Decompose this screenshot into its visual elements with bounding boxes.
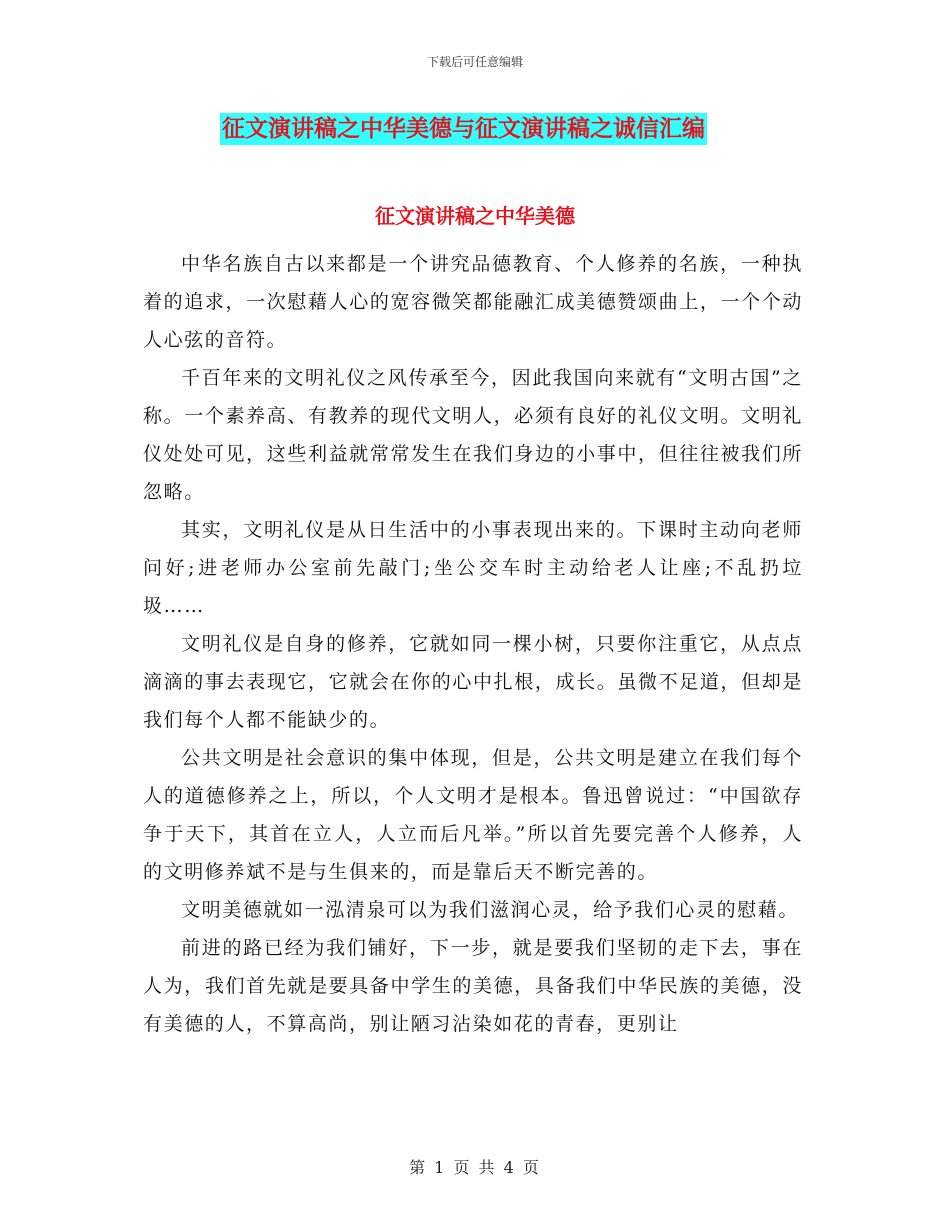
header-note: 下载后可任意编辑 [426,55,523,69]
paragraph: 前进的路已经为我们铺好，下一步，就是要我们坚韧的走下去，事在人为，我们首先就是要具备中学生的美德，具备我们中华民族的美德，没有美德的人，不算高尚，别让陋习沾染如花的青春，更别让 [143,937,803,1035]
paragraph: 公共文明是社会意识的集中体现，但是，公共文明是建立在我们每个人的道德修养之上，所以，个人文明才是根本。鲁迅曾说过：“中国欲存争于天下，其首在立人，人立而后凡举。”所以首先要完善个人修养，人的文明修养斌不是与生俱来的，而是靠后天不断完善的。 [143,747,803,883]
section-title: 征文演讲稿之中华美德 [375,204,575,228]
paragraph: 其实，文明礼仪是从日生活中的小事表现出来的。下课时主动向老师问好;进老师办公室前先敲门;坐公交车时主动给老人让座;不乱扔垃圾…… [143,519,803,617]
body-text [143,245,803,1043]
paragraph: 千百年来的文明礼仪之风传承至今，因此我国向来就有“文明古国”之称。一个素养高、有教养的现代文明人，必须有良好的礼仪文明。文明礼仪处处可见，这些利益就常常发生在我们身边的小事中，但往往被我们所忽略。 [143,367,803,503]
paragraph: 文明美德就如一泓清泉可以为我们滋润心灵，给予我们心灵的慰藉。 [181,899,800,921]
document-title: 征文演讲稿之中华美德与征文演讲稿之诚信汇编 [220,113,707,145]
paragraph: 中华名族自古以来都是一个讲究品德教育、个人修养的名族，一种执着的追求，一次慰藉人心的宽容微笑都能融汇成美德赞颂曲上，一个个动人心弦的音符。 [143,253,803,351]
page-number-footer: 第 1 页 共 4 页 [409,1158,541,1177]
paragraph: 文明礼仪是自身的修养，它就如同一棵小树，只要你注重它，从点点滴滴的事去表现它，它就会在你的心中扎根，成长。虽微不足道，但却是我们每个人都不能缺少的。 [143,633,803,731]
